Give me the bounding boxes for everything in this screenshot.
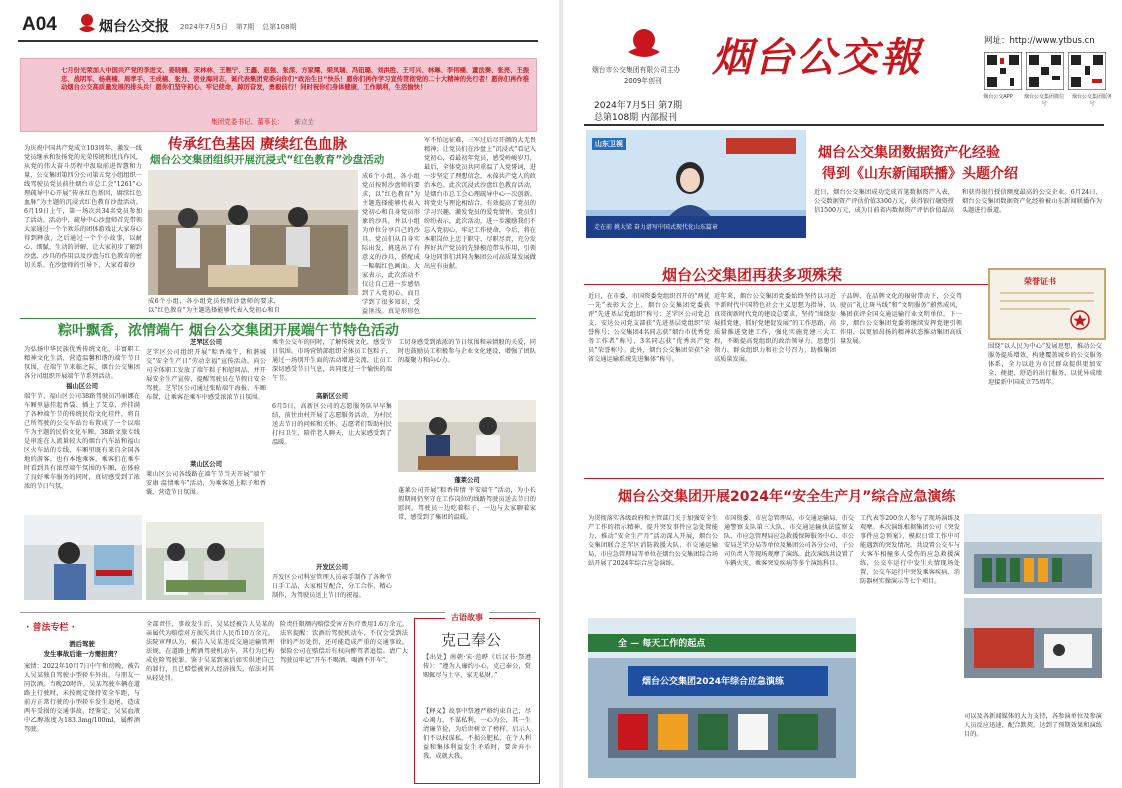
article2-sec1: 端午节，福山区公司38路驾驶员冯丽娜在车厢里悬挂起香袋、插上了艾草，并挂满了各种端午节的传统民俗文化挂件，将自己所驾驶的公交车站台布置成了一个以端午为主题的民俗文化车厢。38路文旅专线是串连在人流量较大的烟台汽车站和福山区火车站的专线，车厢里既有来自全国各地的游客，也有本地乘客，乘客们在乘车时看到具有浓厚端午氛围的车厢，在体验了良好乘车服务的同时，真切感受到了浓浓的节日气氛。 xyxy=(24,393,140,490)
qr-code-app[interactable] xyxy=(984,52,1022,90)
left-header xyxy=(0,0,558,44)
banner-signature-name: 张立生 xyxy=(293,118,314,126)
front-article2-col3: 子品牌，在品牌文化的辐射带动下，公交驾驶员“礼让斑马线”和“文明服务”蔚然成风，集团获评全国交通运输行业文明单位。下一步，烟台公交集团党委将继续发挥党建引领作用，以更加昂扬的精神状态推动集团高质量发展。 xyxy=(840,293,962,345)
front-article2-col1: 近日，在市委、市国资委党组织召开的“两优一先”表彰大会上，烟台公交集团党委获评“先进基层党组织”称号；芝罘区公司党总支、安达公司党支部获“先进基层党组织”荣誉称号；公交集团4名同志获“烟台市优秀党务工作者”称号，3名同志获“优秀共产党员”荣誉称号。此外，烟台公交集团荣获“全省交通运输系统先进集体”称号。 xyxy=(588,293,710,363)
idiom-box xyxy=(414,613,540,784)
law-col1: 案情：2022年10月7日中午和傍晚，被告人吴某独自驾驶小型轿车外出，与朋友一同饮酒。当晚20时许，吴某驾驶车辆在道路上行驶时，未按规定保持安全车距，与前方正常行驶的小型轿车发生追尾，造成两车受损的交通事故。经鉴定，吴某血液中乙醇浓度为183.3mg/100ml，属醉酒驾驶。 xyxy=(24,663,140,733)
law-question-sub: 发生事故后谁一方需担责？ xyxy=(43,650,121,658)
sandplay-photo-1 xyxy=(148,170,358,295)
sandplay-photo-2 xyxy=(282,295,358,315)
front-article1-body: 近日，烟台公交集团成功完成首笔数据资产入表，公交数据资产评估价值3300万元，获得银行融资授信1500万元，成为目前省内数据资产评估价值最高和获得银行授信额度最高的公交企业。6月24日，烟台公交集团数据资产化经验被山东新闻联播作为头题进行报道。 xyxy=(814,189,1102,214)
header-total: 总第108期 xyxy=(262,23,297,31)
header-date: 2024年7月5日 xyxy=(180,23,228,31)
article2-colc: 工切身感受到浓浓的节日氛围和亲情般的关爱，同时也鼓励员工积极参与企业文化建设，增强了团队的凝聚力和向心力。 xyxy=(398,339,536,364)
front-article2-col4: 围绕“以人民为中心”发展思想，推动公交服务提质增效，构建覆盖城乡的公交服务体系，全力以赴为市民群众提供更加安全、便捷、舒适的出行服务，以优异成绩迎接新中国成立75周年。 xyxy=(988,343,1102,386)
front-logo-icon xyxy=(626,28,662,62)
idiom-heading: 克己奉公 xyxy=(441,631,502,649)
front-article3-title: 烟台公交集团开展2024年“安全生产月”综合应急演练 xyxy=(618,489,956,505)
banner-sign xyxy=(211,116,313,126)
article2-intro: 为弘扬中华民族优秀传统文化，丰富职工精神文化生活，营造温馨和谐的端午节日氛围，在端午节来临之际，烟台公交集团各分司组织开展端午节系列活动。 xyxy=(24,346,140,380)
article1-col1: 为庆祝中国共产党成立103周年，激发一线党员继承和发扬党的光荣传统和优良作风，从党的伟大奋斗历程中汲取前进智慧和力量，公交集团第四分公司第五党小组组织一线驾驶员党员前往烟台市总工会“1261”心理疏导中心开展“传承红色基因，赓续红色血脉”为主题的沉浸式红色教育沙盘活动。6月19日上午，第一场次共34名党员参加了活动。活动中，疏导中心沙盘师首先带领大家通过一个个欢乐的团体游戏让大家身心得到释放，之后通过一个个小故事，以耐心、细腻、生动的讲解，让大家初步了解到沙盘、沙具的作用以及沙盘与红色教育的密切关系。在沙盘师的引导下，大家看着沙 xyxy=(24,145,142,269)
masthead-small: 烟台公交报 xyxy=(99,19,169,35)
front-article3-col3: 工代表等200余人参与了现场演练及观摩。本次演练根据集团公司《突发事件应急预案》，模拟日常工作中可能遇到的突发情况，共设置公交车与大客车相撞多人受伤的应急救援演练，公交车运行中发生火情现场处置、公交车运行中突发乘客疾病、消防器材实操演示等七个项目。 xyxy=(860,515,960,585)
qr-label-service: 烟台公交集团服务号 xyxy=(1071,94,1112,107)
front-sponsor: 烟台市公交集团有限公司主办 xyxy=(592,66,681,74)
dumpling-photo xyxy=(398,400,536,472)
congratulation-banner xyxy=(20,58,537,132)
tv-channel-logo: 山东卫视 xyxy=(592,138,626,150)
article2-sec6: 蓬莱公司开展“粽香传情 平安端午”活动，为小长假期间仍坚守在工作岗位的线路驾驶员送去节日的慰问。驾驶员一边吃着粽子，一边与大家聊着家常，感受到了集团的温暖。 xyxy=(398,487,536,521)
article2-colb: 乘坐公交车的同时，了解传统文化，感受节日氛围。市场营销部组织全体员工包粽子，通过一场别开生面的活动增进交流，让员工深切感受节日气息，共同度过一个愉快的端午节。 xyxy=(272,339,392,382)
article1-photo-caption: 成6个小组，各小组党员按照沙盘师的要求，以“红色教育”为主题选择能够代表入党初心和自 xyxy=(148,298,280,314)
front-website: 网址：http://www.ytbus.cn xyxy=(984,36,1095,46)
dragon-boat-photo xyxy=(24,515,142,600)
front-article3-col2: 市国资委、市应急管理局、市交通运输局、市交通警察支队第三大队、市交通运输执法监察支队、市应急管理局应急救援保障服务中心、市公安局芝罘分局等单位及集团公司各分公司、子公司负责人等现场观摩了演练。此次演练共设置了车辆火灾、乘客突发疾病等多个演练科目。 xyxy=(724,515,854,567)
page-spine xyxy=(559,0,563,788)
front-article3-col1: 为贯彻落实各级政府和主管部门关于加强安全生产工作的指示精神，提升突发事件应急处置能力，推动“安全生产月”活动深入开展，烟台公交集团联合芝罘区消防救援大队、市交通运输局、市应急管理局等单位在烟台公交集团综合场站开展了2024年综合应急演练。 xyxy=(588,515,718,567)
left-page xyxy=(0,0,558,788)
banner-text: 七月份光荣加入中国共产党的李进文、姜晓楠、宋林林、王雅宁、王鑫、赵强、张深、方家耀、梁凤瑞、冯钮璐、刘洪胜、王可兴、林琳、李伟楠、董法秦、张亮、王振忠、战明军、杨燕楠、周孝手、王成楠、张力、贺业海同志，诞代表集团党委向你们“政治生日”快乐！愿你们再作学习宣传贯彻党的二十大精神的先行者！愿你们再作推动烟台公交高质量发展的排头兵！愿你们坚守初心、牢记使命，踔厉奋发，勇毅前行！同时祝你们身体健康，工作顺利，生活愉快！ xyxy=(61,67,529,92)
drill-banner-top-text: 全 — 每天工作的起点 xyxy=(618,639,706,649)
drill-photo-1 xyxy=(964,514,1102,594)
qr-label-wechat: 烟台公交集团微信号 xyxy=(1023,94,1064,107)
article1-col2: 成6个小组，各小组党员按照沙盘师的要求，以“红色教育”为主题选择能够代表入党初心和自身党员形象的沙具，并以小组为单位分享自己的沙具。党员们从自身实际出发，挑选出了有意义的沙具，搭配成一幅幅红色画面。大家表示，此次活动不仅让自己进一步感悟到了入党初心，而且学到了很多知识，受益匪浅。真是形形色 xyxy=(362,173,420,314)
header-issue: 第7期 xyxy=(235,23,255,31)
article1-title: 传承红色基因 赓续红色血脉 xyxy=(168,137,348,153)
certificate-seal-icon xyxy=(1070,310,1090,330)
banner-signature-label: 集团党委书记、董事长： xyxy=(211,118,284,126)
law-column-header: · 普法专栏 · xyxy=(26,623,76,633)
law-question-head: 酒后驾驶 xyxy=(69,640,95,648)
tv-news-screenshot xyxy=(586,130,806,238)
right-page xyxy=(564,0,1122,788)
honor-certificate xyxy=(988,268,1106,340)
header-meta xyxy=(180,22,297,32)
qr-labels xyxy=(978,93,1114,107)
masthead-logo-icon xyxy=(78,13,96,35)
front-article2-title: 烟台公交集团再获多项殊荣 xyxy=(662,266,843,284)
idiom-box-title: 古语故事 xyxy=(445,612,489,623)
zongzi-photo xyxy=(146,522,264,600)
law-col3: 险责任限额内赔偿受害方医疗费用1.6万余元。法官提醒：饮酒后驾驶机动车，不仅会受到法律的严厉处罚，还可能造成严重的交通事故。保险公司在赔偿后有权向醉驾者追偿。请广大驾驶员牢记“开车不喝酒、喝酒不开车”。 xyxy=(280,621,408,664)
qr-code-service[interactable] xyxy=(1068,52,1106,90)
front-date-line: 2024年7月5日 第7期 xyxy=(594,101,682,111)
article2-title: 粽叶飘香，浓情端午 烟台公交集团开展端午节特色活动 xyxy=(58,323,399,339)
front-article2-col2: 近年来，烟台公交集团党委始终坚持以习近平新时代中国特色社会主义思想为指导，认真贯彻新时代党的建设总要求，坚持“围绕发展抓党建、抓好党建促发展”的工作思路，高质量推进党建工作，强化实施党建三大工程，不断提高党组织的政治领导力、思想引领力、群众组织力和社会号召力，助推集团高质量发展。 xyxy=(714,293,836,363)
article2-sec3: 莱山区公司各线路在端午节当天开展“端午安康 温情乘车”活动，为乘客送上粽子和香囊，营造节日氛围。 xyxy=(146,471,266,496)
certificate-title: 荣誉证书 xyxy=(1024,277,1056,286)
drill-banner-main-text: 烟台公交集团2024年综合应急演练 xyxy=(642,677,785,687)
article2-sec4: 6月5日，高新区公司的志愿服务队早早集结，前往由村开展了志愿服务活动，为村民送去节日的问候和关怀。志愿者们帮助村民打扫卫生、陪伴老人聊天，让大家感受到了温暖。 xyxy=(272,403,392,446)
front-article3-col4: 司以及各新闻媒体的大力支持，各参演单位及参演人员反应迅速，配合默契，达到了预期效果和演练目的。 xyxy=(964,713,1102,738)
law-col2: 全部责任，事故发生后，吴某经被告人吴某的亲属代为赔偿对方损失共计人民币10万余元。法院审理认为，被告人吴某违反交通运输管理法规，在道路上醉酒驾驶机动车，其行为已构成危险驾驶罪。鉴于吴某到案后如实供述自己的罪行，且已赔偿被害人经济损失，依法对其从轻处罚。 xyxy=(146,621,274,682)
article2-sec5-head: 开发区公司 xyxy=(316,563,348,571)
front-founded: 2009年创刊 xyxy=(624,77,662,85)
tv-caption: 走在前 挑大梁 奋力谱写中国式现代化山东篇章 xyxy=(594,224,718,231)
article2-sec4-head: 高新区公司 xyxy=(316,392,348,400)
article1-subtitle: 烟台公交集团组织开展沉浸式“红色教育”沙盘活动 xyxy=(150,154,385,166)
qr-label-app: 烟台公交APP xyxy=(983,94,1013,100)
drill-banner-photo xyxy=(588,618,856,778)
article2-sec2-head: 芝罘区公司 xyxy=(190,338,222,346)
article2-sec5: 开发区公司科室管理人员亲手制作了各种节日手工品，大家相互配合，分工合作，精心制作，为驾驶员送上节日的祝福。 xyxy=(272,574,392,599)
idiom-source: 【出处】南朝·宋·范晔《后汉书·祭遵传》：“遵为人廉约小心，克己奉公，赏赐辄尽与士卒，家无私财。” xyxy=(423,654,531,679)
article2-sec6-head: 蓬莱公司 xyxy=(454,476,480,484)
article2-sec3-head: 莱山区公司 xyxy=(190,460,222,468)
idiom-meaning: 【释义】故事中祭遵严格约束自己，尽心竭力，不谋私利，一心为公，其一生清廉节俭，为后世树立了榜样。启示人们不以权谋私，不损公肥私，在个人利益和集体利益发生矛盾时，要舍弃小我，成就大我。 xyxy=(423,708,531,760)
front-masthead: 烟台公交報 xyxy=(712,34,922,81)
front-article1-title2: 得到《山东新闻联播》头题介绍 xyxy=(822,166,1018,182)
page-number: A04 xyxy=(22,14,57,35)
article2-sec1-head: 福山区公司 xyxy=(66,382,98,390)
front-article1-title: 烟台公交集团数据资产化经验 xyxy=(818,145,1000,161)
article2-sec2: 芝罘区公司组织开展“粽香端午，和谐城交”安全生产日“劳动幸福”宣传活动。向公司全体职工发放了端午粽子和慰问品，并开展安全生产宣传，提醒驾驶员在节假日安全驾驶。芝罘区公司通过张贴端午海报、车厢布置，让乘客在乘车中感受浓浓节日氛围。 xyxy=(146,349,266,401)
front-total-line: 总第108期 内部报刊 xyxy=(594,113,678,123)
article1-col3: 军不怕远征难，三军过后尽开颜的大无畏精神；让党员们在沙盘上“沉浸式”看记入党初心，看最初年党员，感受岭峻岁月，最后，全体党员共同重温了入党誓词，进一步坚定了理想信念，永葆共产党人的政治本色。此次沉浸式沙盘红色教育活动，是烟台市总工会心理疏导中心一次创新。将党史与理论相结合，有效提高了党员的学习兴趣。激发党员的爱党情怀。党员们纷纷表示，此次活动，进一步激励我们不忘入党初心，牢记工作使命，今后，将在本职岗位上忠于职守、尽职尽责，充分发挥好共产党员的先锋模范带头作用，引领身边同事们共同为集团公司高质量发展做出应有贡献。 xyxy=(424,137,536,270)
drill-photo-2 xyxy=(964,598,1102,678)
qr-code-wechat[interactable] xyxy=(1026,52,1064,90)
